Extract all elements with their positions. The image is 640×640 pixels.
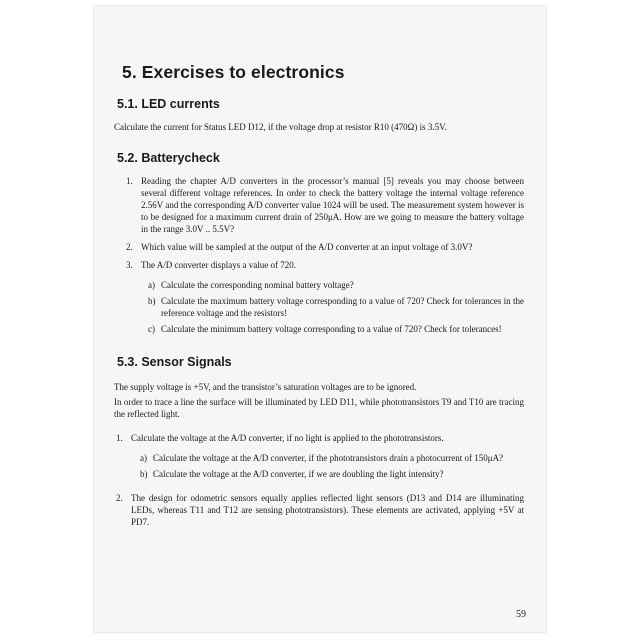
- list-item-text: The A/D converter displays a value of 720.: [141, 260, 296, 270]
- list-item: [126, 259, 524, 271]
- list-item: [140, 468, 524, 480]
- numbered-list: [126, 175, 524, 271]
- list-item-text: Calculate the voltage at the A/D converter, if we are doubling the light intensity?: [153, 469, 444, 479]
- list-item: [126, 241, 524, 253]
- list-item: [126, 175, 524, 235]
- page: [94, 6, 546, 632]
- list-item-text: Which value will be sampled at the output of the A/D converter at an input voltage of 3.0V?: [141, 242, 473, 252]
- section-title-batterycheck: 5.2. Batterycheck: [117, 151, 220, 165]
- list-item-letter: a): [140, 453, 147, 463]
- numbered-list: [116, 432, 524, 444]
- list-item-number: 1.: [126, 176, 133, 186]
- list-item: [116, 492, 524, 528]
- page-number: 59: [516, 609, 526, 620]
- paragraph: Calculate the current for Status LED D12, if the voltage drop at resistor R10 (470Ω) is 3.5V.: [114, 122, 447, 132]
- list-item-text: Calculate the maximum battery voltage corresponding to a value of 720? Check for tolerances in the reference voltage and the resistors!: [161, 296, 524, 318]
- list-item-letter: c): [148, 324, 155, 334]
- list-item-text: Calculate the voltage at the A/D converter, if no light is applied to the phototransistors.: [131, 433, 444, 443]
- list-item-letter: b): [140, 469, 148, 479]
- page-content: [114, 62, 524, 528]
- list-item-text: The design for odometric sensors equally applies reflected light sensors (D13 and D14 are illuminating LEDs, whereas T11 and T12 are sensing phototransistors). These elements are activated, applying +5V at PD7.: [131, 493, 524, 527]
- lettered-list: [140, 452, 524, 480]
- list-item: [140, 452, 524, 464]
- list-item-text: Reading the chapter A/D converters in the processor’s manual [5] reveals you may choose between several different voltage references. In order to check the battery voltage the internal voltage reference 2.56V and the corresponding A/D converter value 1024 will be used. The measurement system however is to be designed for a maximum current drain of 250μA. How are we going to measure the battery voltage in the range 3.0V .. 5.5V?: [141, 176, 524, 234]
- section-title-led-currents: 5.1. LED currents: [117, 97, 220, 111]
- chapter-title: 5. Exercises to electronics: [122, 62, 345, 82]
- list-item-number: 2.: [116, 493, 123, 503]
- list-item-letter: a): [148, 280, 155, 290]
- list-item: [148, 279, 524, 291]
- list-item-text: Calculate the corresponding nominal battery voltage?: [161, 280, 354, 290]
- paragraph: In order to trace a line the surface will be illuminated by LED D11, while phototransistors T9 and T10 are tracing the reflected light.: [114, 397, 524, 419]
- list-item-number: 3.: [126, 260, 133, 270]
- list-item-text: Calculate the voltage at the A/D converter, if the phototransistors drain a photocurrent of 150μA?: [153, 453, 504, 463]
- list-item-text: Calculate the minimum battery voltage corresponding to a value of 720? Check for tolerances!: [161, 324, 502, 334]
- numbered-list: [116, 492, 524, 528]
- paragraph: The supply voltage is +5V, and the transistor’s saturation voltages are to be ignored.: [114, 382, 417, 392]
- list-item-letter: b): [148, 296, 156, 306]
- list-item: [116, 432, 524, 444]
- list-item-number: 1.: [116, 433, 123, 443]
- list-item: [148, 323, 524, 335]
- list-item: [148, 295, 524, 319]
- section-title-sensor-signals: 5.3. Sensor Signals: [117, 355, 232, 369]
- lettered-list: [148, 279, 524, 335]
- list-item-number: 2.: [126, 242, 133, 252]
